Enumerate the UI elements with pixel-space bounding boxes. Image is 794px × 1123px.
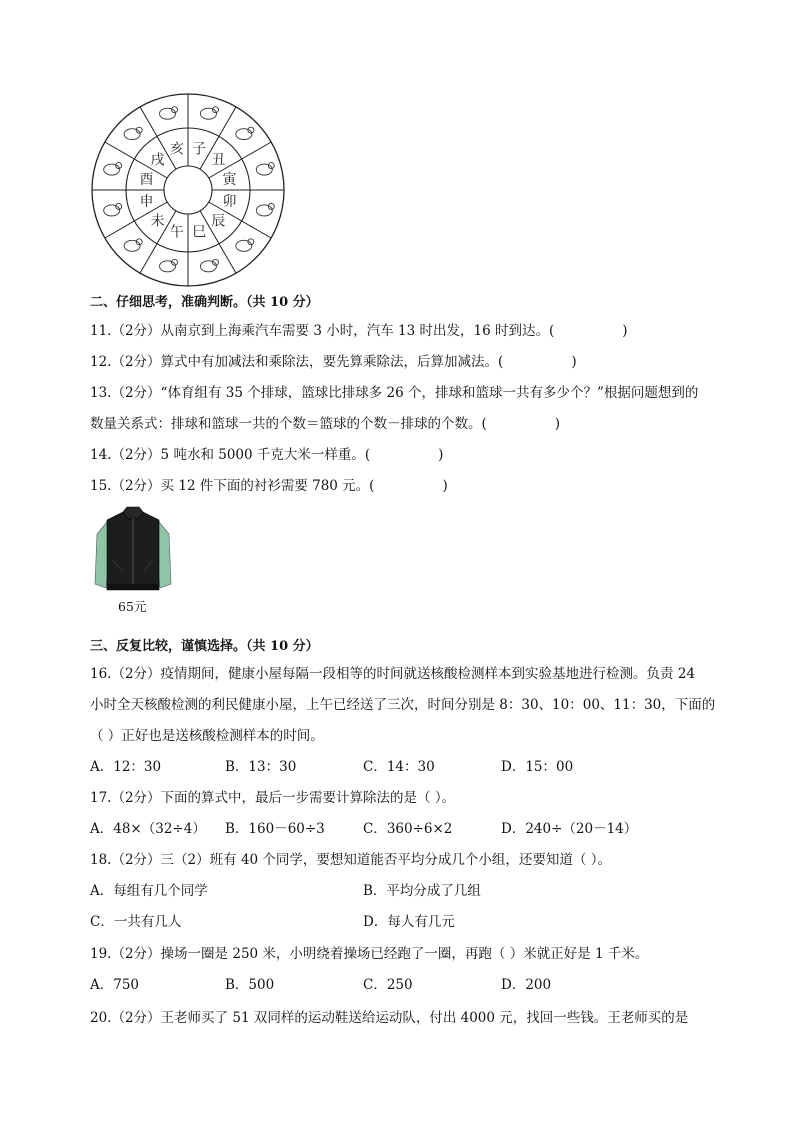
zodiac-branch-label: 辰 xyxy=(211,213,226,230)
zodiac-animal-icon xyxy=(124,127,142,140)
section-2-title: 二、仔细思考，准确判断。（共 10 分） xyxy=(90,295,319,310)
question-20: 20.（2分）王老师买了 51 双同样的运动鞋送给运动队，付出 4000 元，找回一些钱。王老师买的是 xyxy=(90,1010,689,1026)
answer-close-paren: ) xyxy=(554,416,561,432)
question-16-line-1: 16.（2分）疫情期间，健康小屋每隔一段相等的时间就送核酸检测样本到实验基地进行检测。负责 24 xyxy=(90,666,696,682)
q17-option-b[interactable]: B．160－60÷3 xyxy=(225,821,325,837)
zodiac-branch-label: 卯 xyxy=(222,194,237,211)
answer-close-paren: ) xyxy=(438,447,444,463)
zodiac-wheel-figure xyxy=(90,92,286,288)
question-17: 17.（2分）下面的算式中，最后一步需要计算除法的是（ ）。 xyxy=(90,790,456,806)
zodiac-branch-label: 寅 xyxy=(222,171,237,188)
zodiac-animal-icon xyxy=(104,203,122,216)
zodiac-animal-icon xyxy=(200,259,218,272)
q19-option-a[interactable]: A．750 xyxy=(90,977,140,993)
question-12-text: 12.（2分）算式中有加减法和乘除法，要先算乘除法，后算加减法。( xyxy=(90,354,504,370)
q17-option-c[interactable]: C．360÷6×2 xyxy=(363,821,453,837)
zodiac-animal-icon xyxy=(256,203,274,216)
zodiac-animal-icon xyxy=(236,239,254,252)
q19-option-c[interactable]: C．250 xyxy=(363,977,413,993)
q19-option-d[interactable]: D．200 xyxy=(501,977,552,993)
question-12 xyxy=(90,352,577,372)
question-13-line-1: 13.（2分）“体育组有 35 个排球，篮球比排球多 26 个，排球和篮球一共有多少个？”根据问题想到的 xyxy=(90,385,699,401)
section-3-title: 三、反复比较，谨慎选择。（共 10 分） xyxy=(90,639,319,654)
answer-close-paren: ) xyxy=(442,478,448,494)
question-11 xyxy=(90,321,628,341)
question-16-line-3: （ ）正好也是送核酸检测样本的时间。 xyxy=(90,728,324,744)
zodiac-branch-label: 酉 xyxy=(139,171,154,188)
question-15 xyxy=(90,476,448,496)
q18-option-d[interactable]: D．每人有几元 xyxy=(363,914,455,930)
zodiac-branch-label: 申 xyxy=(139,194,154,211)
zodiac-branch-label: 巳 xyxy=(192,224,207,241)
question-14 xyxy=(90,445,443,465)
jacket-price-label: 65元 xyxy=(118,599,147,614)
q16-option-a[interactable]: A．12：30 xyxy=(90,759,162,775)
zodiac-animal-icon xyxy=(124,239,142,252)
q18-option-c[interactable]: C．一共有几人 xyxy=(90,914,182,930)
q16-option-d[interactable]: D．15：00 xyxy=(501,759,574,775)
zodiac-animal-icon xyxy=(200,107,218,120)
q17-option-d[interactable]: D．240÷（20－14） xyxy=(501,821,638,837)
q17-option-a[interactable]: A．48×（32÷4） xyxy=(90,821,206,837)
question-11-text: 11.（2分）从南京到上海乘汽车需要 3 小时，汽车 13 时出发，16 时到达。( xyxy=(90,323,555,339)
zodiac-branch-label: 午 xyxy=(169,224,184,241)
zodiac-branch-label: 子 xyxy=(192,141,207,158)
question-18: 18.（2分）三（2）班有 40 个同学，要想知道能否平均分成几个小组，还要知道（ ）。 xyxy=(90,852,611,868)
zodiac-animal-icon xyxy=(236,127,254,140)
q18-option-a[interactable]: A．每组有几个同学 xyxy=(90,883,208,899)
zodiac-animal-icon xyxy=(160,107,178,120)
zodiac-branch-label: 未 xyxy=(150,213,165,230)
question-13-text: 数量关系式：排球和篮球一共的个数＝篮球的个数－排球的个数。( xyxy=(90,416,487,432)
zodiac-animal-icon xyxy=(104,163,122,176)
zodiac-animal-icon xyxy=(256,163,274,176)
q19-option-b[interactable]: B．500 xyxy=(225,977,275,993)
question-16-line-2: 小时全天核酸检测的利民健康小屋，上午已经送了三次，时间分别是 8：30、10：00、11：30，下面的 xyxy=(90,697,716,713)
jacket-image xyxy=(93,506,173,596)
q16-option-c[interactable]: C．14：30 xyxy=(363,759,435,775)
zodiac-branch-label: 丑 xyxy=(211,152,226,169)
q16-option-b[interactable]: B．13：30 xyxy=(225,759,297,775)
answer-close-paren: ) xyxy=(571,354,577,370)
question-19: 19.（2分）操场一圈是 250 米，小明绕着操场已经跑了一圈，再跑（ ）米就正好是 1 千米。 xyxy=(90,946,649,962)
zodiac-branch-label: 戌 xyxy=(150,152,165,169)
question-15-text: 15.（2分）买 12 件下面的衬衫需要 780 元。( xyxy=(90,478,375,494)
answer-close-paren: ) xyxy=(622,323,628,339)
question-14-text: 14.（2分）5 吨水和 5000 千克大米一样重。( xyxy=(90,447,371,463)
q18-option-b[interactable]: B．平均分成了几组 xyxy=(363,883,481,899)
zodiac-animal-icon xyxy=(160,259,178,272)
zodiac-branch-label: 亥 xyxy=(169,141,184,158)
question-13-line-2 xyxy=(90,414,560,434)
